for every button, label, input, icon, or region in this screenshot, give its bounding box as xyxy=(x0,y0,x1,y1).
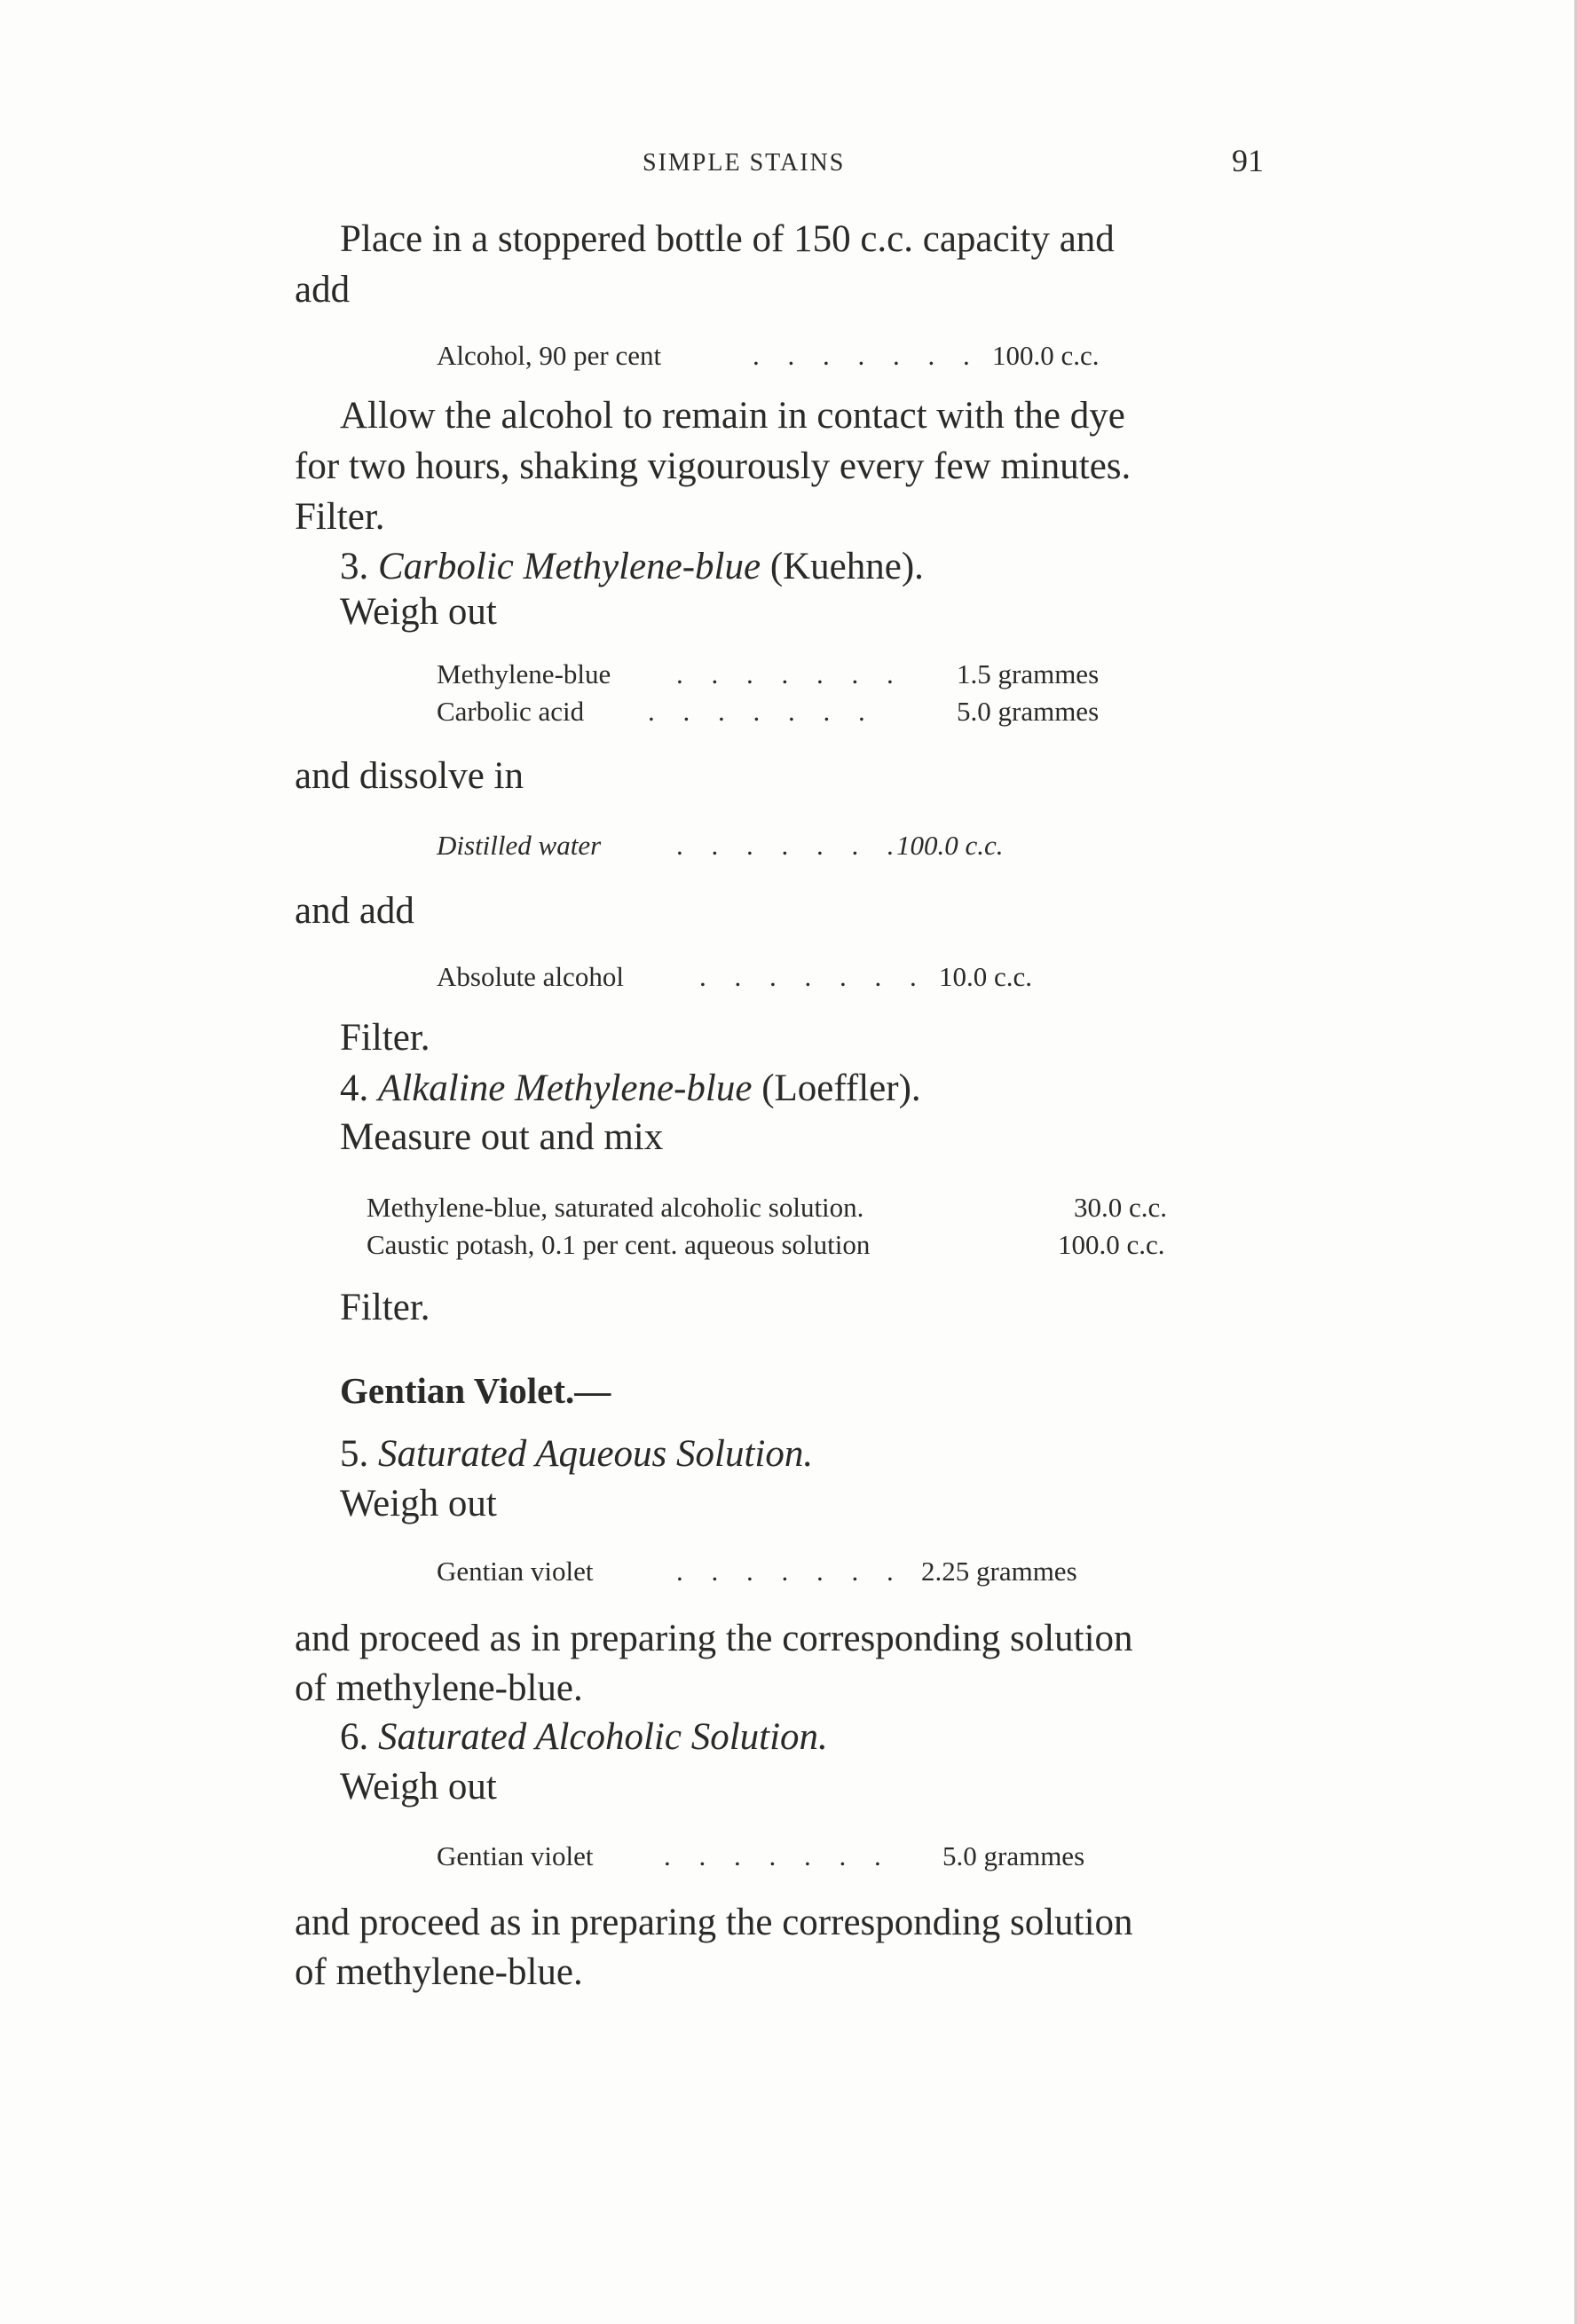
instruction-line: Weigh out xyxy=(340,1483,497,1524)
section-3-heading xyxy=(340,548,924,586)
paragraph-line: Place in a stoppered bottle of 150 c.c. capacity and xyxy=(340,218,1115,260)
leader-dots: . . . . . . . xyxy=(676,1556,904,1587)
recipe-quantity: 100.0 c.c. xyxy=(896,830,1004,861)
paragraph-line: Allow the alcohol to remain in contact with the dye xyxy=(340,395,1125,437)
leader-dots: . . . . . . . xyxy=(648,696,876,727)
instruction-line: Filter. xyxy=(340,1017,430,1059)
leader-dots: . . . . . . . xyxy=(699,961,927,992)
section-author: (Kuehne). xyxy=(769,546,924,587)
section-title: Saturated Alcoholic Solution. xyxy=(378,1716,828,1758)
section-6-heading xyxy=(340,1718,828,1756)
instruction-line: Filter. xyxy=(340,1287,430,1328)
instruction-line: and dissolve in xyxy=(295,755,524,797)
paragraph-line: and proceed as in preparing the corresponding solution xyxy=(295,1902,1133,1943)
section-number: 3. xyxy=(340,546,369,587)
paragraph-line: and proceed as in preparing the corresponding solution xyxy=(295,1618,1133,1659)
instruction-line: and add xyxy=(295,890,414,932)
paragraph-line: add xyxy=(295,269,351,311)
recipe-quantity: 100.0 c.c. xyxy=(992,340,1100,371)
recipe-quantity: 2.25 grammes xyxy=(921,1556,1077,1587)
paragraph-line: of methylene-blue. xyxy=(295,1951,583,1993)
recipe-item: Gentian violet xyxy=(437,1556,594,1587)
running-header: SIMPLE STAINS xyxy=(643,149,846,177)
section-4-heading xyxy=(340,1069,921,1107)
recipe-item: Alcohol, 90 per cent xyxy=(437,340,662,371)
recipe-quantity: 10.0 c.c. xyxy=(939,961,1033,992)
recipe-item: Caustic potash, 0.1 per cent. aqueous solution xyxy=(367,1229,871,1260)
section-number: 4. xyxy=(340,1067,369,1109)
recipe-quantity: 30.0 c.c. xyxy=(1074,1192,1168,1223)
recipe-item: Gentian violet xyxy=(437,1840,594,1871)
recipe-item: Methylene-blue xyxy=(437,658,611,689)
recipe-item: Carbolic acid xyxy=(437,696,585,727)
paragraph-line: for two hours, shaking vigourously every few minutes. xyxy=(295,445,1131,487)
section-number: 6. xyxy=(340,1716,369,1758)
section-title: Alkaline Methylene-blue xyxy=(378,1067,753,1109)
recipe-item: Distilled water xyxy=(437,830,602,861)
leader-dots: . . . . . . . xyxy=(753,340,981,371)
section-number: 5. xyxy=(340,1433,369,1475)
leader-dots: . . . . . . . xyxy=(676,658,904,689)
instruction-line: Measure out and mix xyxy=(340,1116,664,1158)
recipe-quantity: 100.0 c.c. xyxy=(1058,1229,1165,1260)
recipe-item: Absolute alcohol xyxy=(437,961,624,992)
section-author: (Loeffler). xyxy=(761,1067,921,1109)
instruction-line: Weigh out xyxy=(340,1766,497,1808)
leader-dots: . . . . . . . xyxy=(664,1840,892,1871)
paragraph-line: of methylene-blue. xyxy=(295,1667,583,1709)
paragraph-line: Filter. xyxy=(295,496,385,538)
recipe-quantity: 5.0 grammes xyxy=(942,1840,1085,1871)
recipe-item: Methylene-blue, saturated alcoholic solution. xyxy=(367,1192,864,1223)
gentian-violet-heading: Gentian Violet.— xyxy=(340,1370,611,1411)
page-number: 91 xyxy=(1232,143,1264,178)
recipe-quantity: 5.0 grammes xyxy=(957,696,1100,727)
instruction-line: Weigh out xyxy=(340,591,497,633)
recipe-quantity: 1.5 grammes xyxy=(957,658,1100,689)
leader-dots: . . . . . . . xyxy=(676,830,904,861)
section-title: Carbolic Methylene-blue xyxy=(378,546,761,587)
section-title: Saturated Aqueous Solution. xyxy=(378,1433,814,1475)
section-5-heading xyxy=(340,1435,813,1473)
